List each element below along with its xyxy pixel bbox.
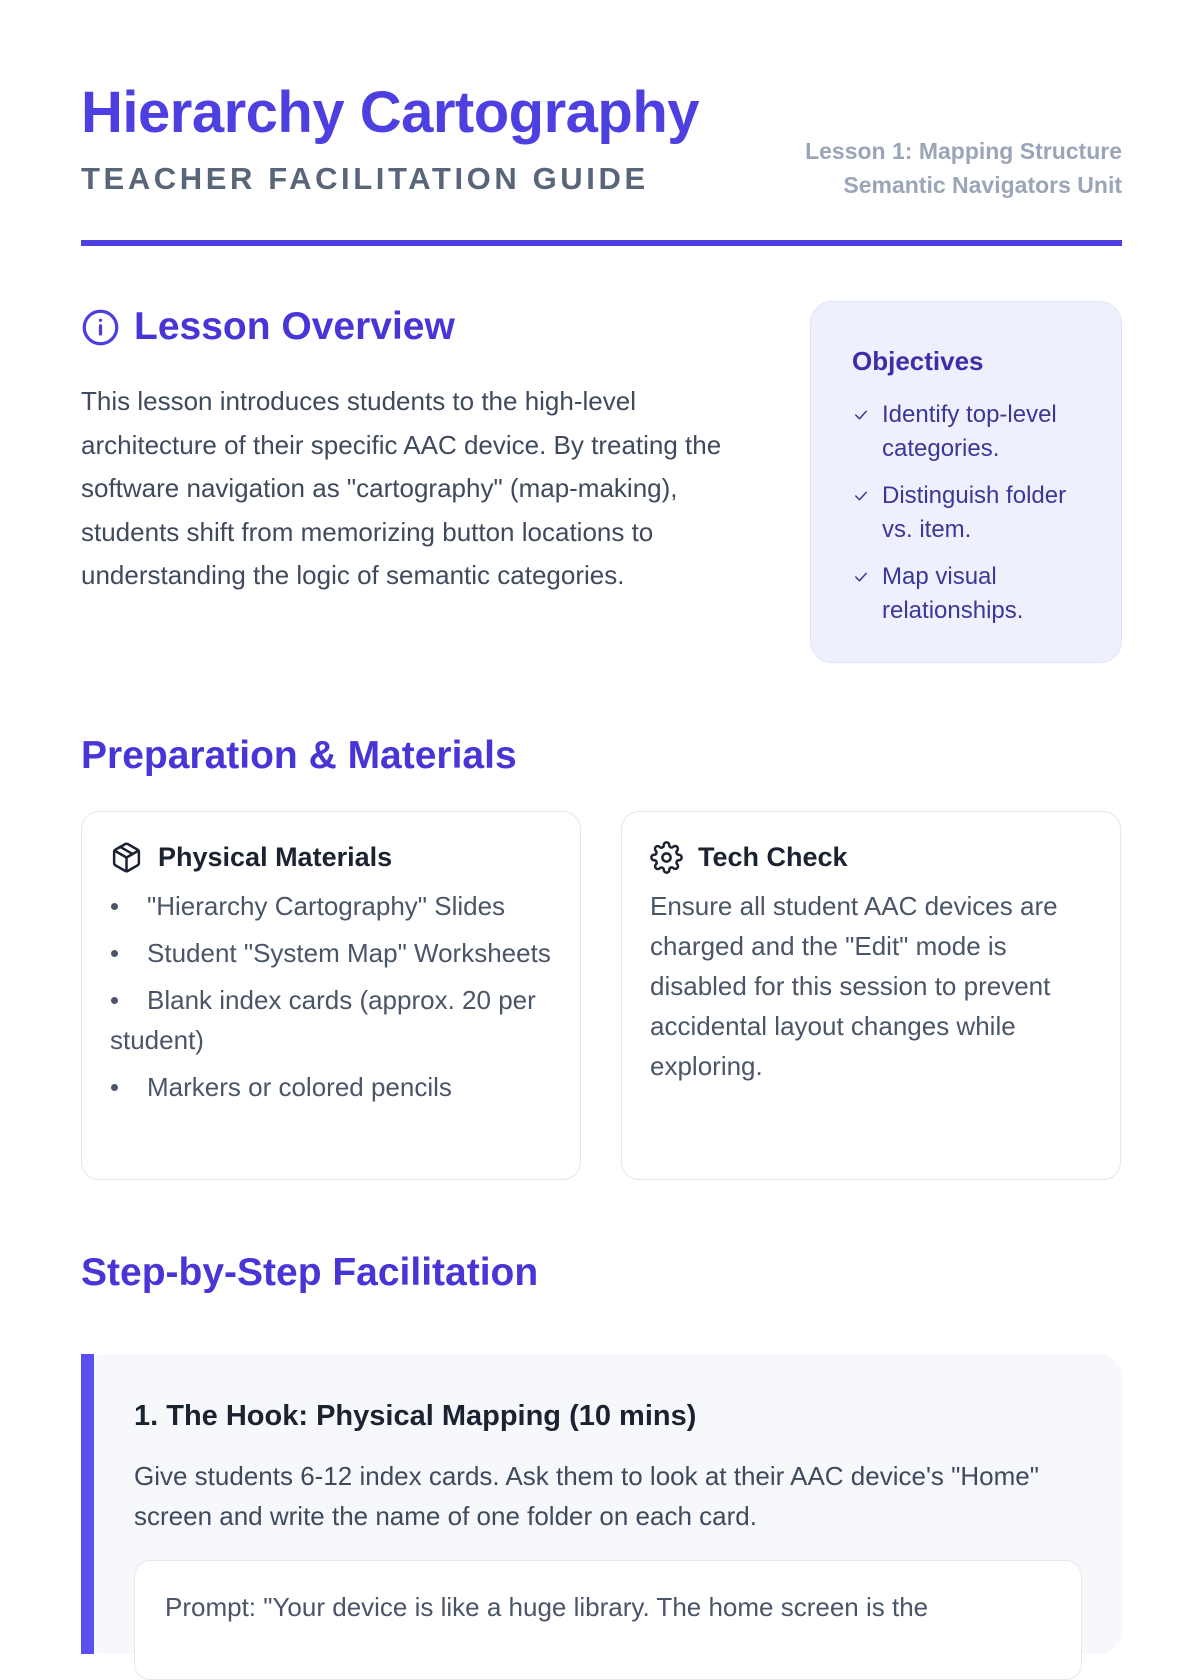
objective-text: Distinguish folder vs. item.	[882, 482, 1067, 543]
materials-list	[110, 886, 552, 1107]
facilitation-heading: Step-by-Step Facilitation	[81, 1251, 539, 1294]
check-icon	[852, 406, 870, 424]
overview-text: This lesson introduces students to the high-level architecture of their specific AAC device. By treating the software navigation as "cartography" (map-making), students shift from memorizing button locations to understanding the logic of semantic categories.	[81, 386, 722, 590]
step-prompt-text: Prompt: "Your device is like a huge library. The home screen is the	[165, 1592, 929, 1622]
unit-label: Semantic Navigators Unit	[843, 172, 1122, 198]
step-text: Give students 6-12 index cards. Ask them to look at their AAC device's "Home" screen and write the name of one folder on each card.	[134, 1461, 1039, 1531]
check-icon	[852, 568, 870, 586]
overview-heading: Lesson Overview	[134, 305, 455, 348]
lesson-overview-section	[81, 302, 751, 598]
page-subtitle: TEACHER FACILITATION GUIDE	[81, 161, 649, 196]
check-icon	[852, 487, 870, 505]
info-icon	[81, 308, 120, 347]
tech-check-text: Ensure all student AAC devices are charged and the "Edit" mode is disabled for this session to prevent accidental layout changes while exploring.	[650, 891, 1058, 1081]
gear-icon	[650, 841, 683, 874]
header-divider	[81, 240, 1122, 246]
objective-text: Map visual relationships.	[882, 563, 1024, 624]
step-prompt-box	[134, 1560, 1082, 1680]
lesson-label: Lesson 1: Mapping Structure	[805, 138, 1122, 164]
lesson-meta	[805, 134, 1122, 202]
list-item: Markers or colored pencils	[110, 1067, 552, 1107]
objective-text: Identify top-level categories.	[882, 401, 1057, 462]
objectives-box	[810, 301, 1122, 663]
page-title: Hierarchy Cartography	[81, 80, 700, 145]
step-card	[81, 1354, 1122, 1654]
page-header	[81, 80, 1122, 248]
objective-item	[852, 560, 1091, 628]
objective-item	[852, 479, 1091, 547]
objectives-heading: Objectives	[852, 346, 984, 376]
step-accent-bar	[81, 1354, 94, 1654]
list-item: Student "System Map" Worksheets	[110, 933, 552, 973]
tech-check-card	[621, 811, 1121, 1180]
preparation-heading: Preparation & Materials	[81, 734, 517, 777]
objective-item	[852, 398, 1091, 466]
box-icon	[110, 841, 143, 874]
list-item: Blank index cards (approx. 20 per student)	[110, 980, 552, 1060]
list-item: "Hierarchy Cartography" Slides	[110, 886, 552, 926]
physical-materials-card	[81, 811, 581, 1180]
physical-materials-title: Physical Materials	[158, 842, 393, 872]
tech-check-title: Tech Check	[698, 842, 848, 872]
step-title: 1. The Hook: Physical Mapping (10 mins)	[134, 1400, 697, 1432]
